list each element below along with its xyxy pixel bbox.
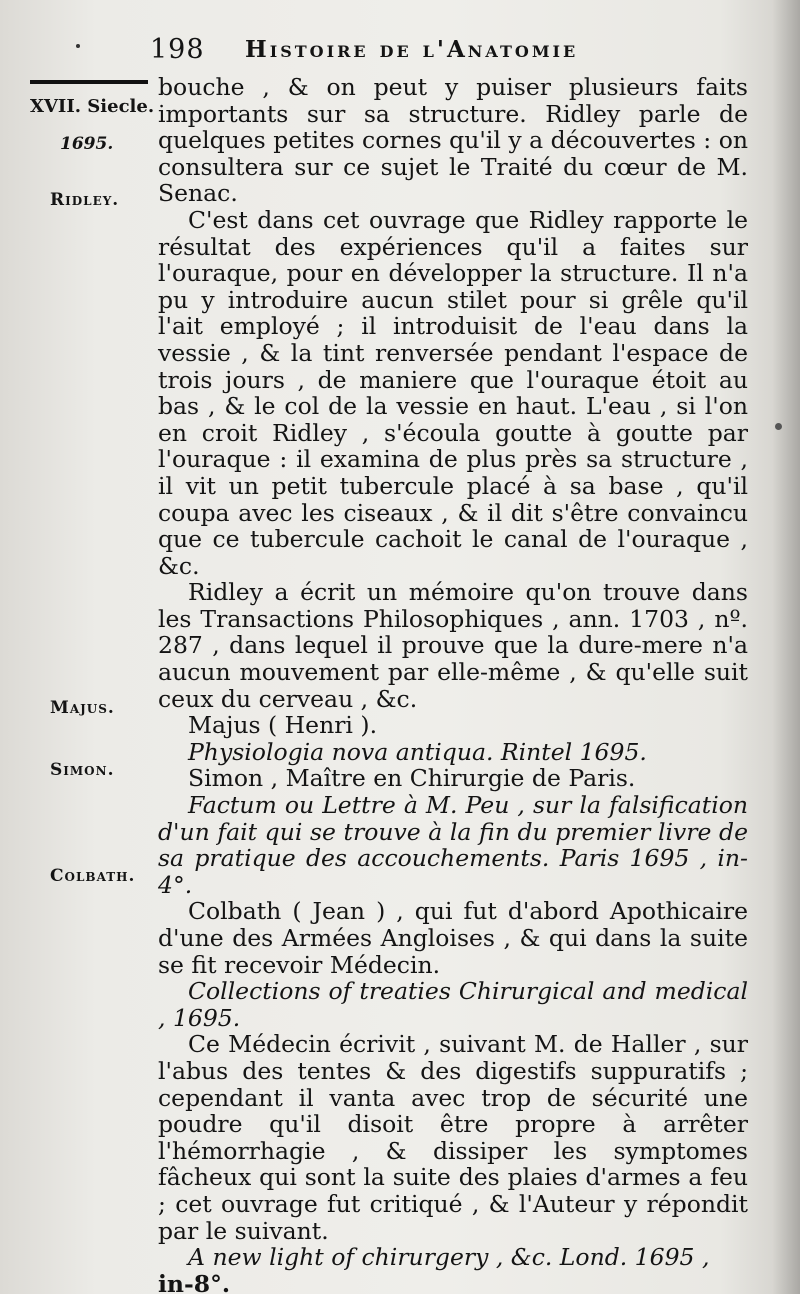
entry-format: in-8°. — [158, 1269, 231, 1294]
margin-notes — [0, 0, 160, 1294]
margin-note-year: 1695. — [60, 134, 114, 154]
main-text — [158, 74, 748, 1294]
margin-note-century: XVII. Siecle. — [30, 96, 155, 117]
entry-colbath-name: Colbath ( Jean ) , qui fut d'abord Apothicaire d'une des Armées Angloises , & qui dans la suite se fit recevoir Médecin. — [158, 897, 748, 979]
margin-note-ridley: Ridley. — [50, 190, 120, 210]
entry-majus-name: Majus ( Henri ). — [188, 711, 378, 740]
paragraph-haller: Ce Médecin écrivit , suivant M. de Haller , sur l'abus des tentes & des digestifs suppuratifs ; cependant il vanta avec trop de sécurité une poudre qu'il disoit être propre à arrêter l'hémorrhagie , & dissiper les symptomes fâcheux qui sont la suite des plaies d'armes a feu ; cet ouvrage fut critiqué , & l'Auteur y répondit par le suivant. — [158, 1030, 748, 1245]
entry-majus-title: Physiologia nova antiqua. Rintel 1695. — [188, 737, 647, 766]
entry-colbath-title: Collections of treaties Chirurgical and medical , 1695. — [158, 977, 748, 1032]
entry-simon-title: Factum ou Lettre à M. Peu , sur la falsification d'un fait qui se trouve à la fin du premier livre de sa pratique des accouchements. Paris 1695 , in-4°. — [158, 791, 748, 899]
paragraph-transactions: Ridley a écrit un mémoire qu'on trouve dans les Transactions Philosophiques , ann. 1703 , nº. 287 , dans lequel il prouve que la dure-mere n'a aucun mouvement par elle-même , & qu'elle suit ceux du cerveau , &c. — [158, 578, 748, 713]
entry-simon-name: Simon , Maître en Chirurgie de Paris. — [188, 764, 636, 793]
paragraph-ouraque: C'est dans cet ouvrage que Ridley rapporte le résultat des expériences qu'il a faites sur l'ouraque, pour en développer la structure. Il n'a pu y introduire aucun stilet pour si grêle qu'il l'ait employé ; il introduisit de l'eau dans la vessie , & la tint renversée pendant l'espace de trois jours , de maniere que l'ouraque étoit au bas , & le col de la vessie en haut. L'eau , si l'on en croit Ridley , s'écoula goutte à goutte par l'ouraque : il examina de plus près sa structure , il vit un petit tubercule placé à sa base , qu'il coupa avec les ciseaux , & il dit s'être convaincu que ce tubercule cachoit le canal de l'ouraque , &c. — [158, 205, 748, 580]
margin-note-simon: Simon. — [50, 760, 115, 780]
entry-last-title: A new light of chirurgery , &c. Lond. 1695 , — [188, 1243, 710, 1272]
running-head: Histoire de l'Anatomie — [245, 36, 579, 63]
margin-note-colbath: Colbath. — [50, 866, 136, 886]
margin-note-majus: Majus. — [50, 698, 115, 718]
page-edge-shadow — [772, 0, 800, 1294]
ink-speck — [775, 423, 782, 430]
paragraph-heart: bouche , & on peut y puiser plusieurs faits importants sur sa structure. Ridley parle de quelques petites cornes qu'il y a découvertes : on consultera sur ce sujet le Traité du cœur de M. Senac. — [158, 73, 748, 208]
page-number: 198 — [150, 34, 205, 65]
page-header — [150, 34, 770, 70]
